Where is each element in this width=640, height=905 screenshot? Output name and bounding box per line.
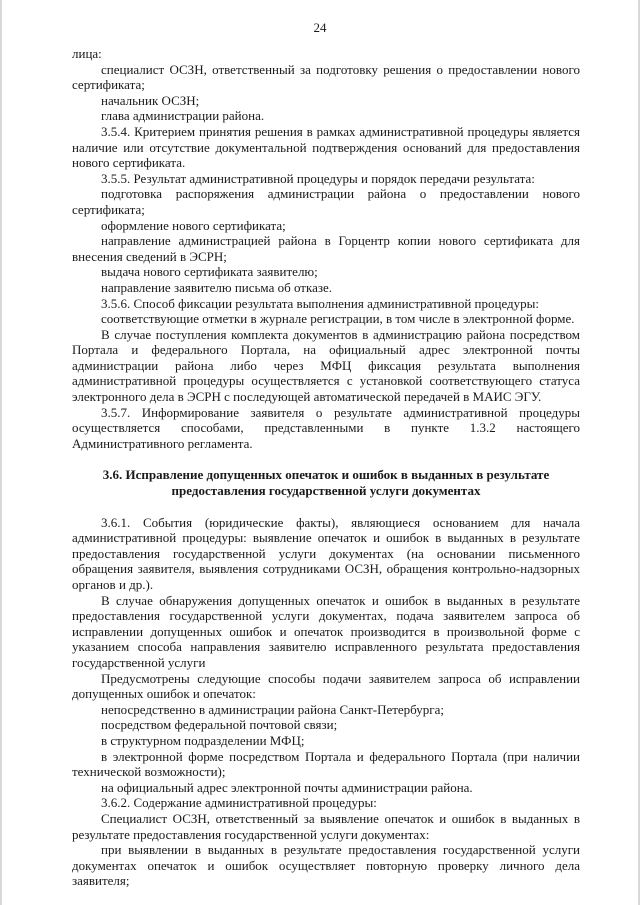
paragraph: специалист ОСЗН, ответственный за подготовку решения о предоставлении нового сертификата; [72, 61, 580, 93]
paragraph: 3.5.4. Критерием принятия решения в рамках административной процедуры является наличие или отсутствие документальной подтверждения оснований для предоставления нового сертификата. [72, 123, 580, 171]
paragraph: начальник ОСЗН; [101, 92, 200, 108]
paragraph: при выявлении в выданных в результате предоставления государственной услуги документах опечаток и ошибок осуществляет повторную проверку личного дела заявителя; [72, 842, 580, 889]
paragraph: 3.6.2. Содержание административной процедуры: [101, 795, 377, 811]
paragraph: глава администрации района. [101, 108, 265, 124]
document-body [72, 46, 580, 889]
paragraph: направление заявителю письма об отказе. [101, 279, 333, 295]
paragraph: оформление нового сертификата; [101, 217, 286, 233]
paragraph: в структурном подразделении МФЦ; [101, 732, 305, 748]
paragraph: выдача нового сертификата заявителю; [101, 264, 318, 280]
paragraph: В случае обнаружения допущенных опечаток и ошибок в выданных в результате предоставления государственной услуги документах, подача заявителем запроса об исправлении допущенных ошибок и опечаток производится в произвольной форме с указанием способа направления заявителю исправленного результата предоставления государственной услуги [72, 592, 580, 670]
section-heading: 3.6. Исправление допущенных опечаток и ошибок в выданных в результате предоставления государственной услуги документах [102, 467, 550, 499]
paragraph: 3.5.5. Результат административной процедуры и порядок передачи результата: [101, 170, 535, 186]
paragraph: 3.5.6. Способ фиксации результата выполнения административной процедуры: [101, 295, 540, 311]
paragraph: направление администрацией района в Горцентр копии нового сертификата для внесения сведений в ЭСРН; [72, 233, 580, 264]
paragraph: непосредственно в администрации района Санкт-Петербурга; [101, 701, 445, 717]
paragraph: 3.5.7. Информирование заявителя о результате административной процедуры осуществляется способами, представленными в пункте 1.3.2 настоящего Административного регламента. [72, 404, 580, 451]
paragraph: Предусмотрены следующие способы подачи заявителем запроса об исправлении допущенных ошибок и опечаток: [72, 670, 580, 702]
paragraph: подготовка распоряжения администрации района о предоставлении нового сертификата; [72, 186, 580, 217]
page-number: 24 [313, 20, 327, 35]
paragraph: 3.6.1. События (юридические факты), являющиеся основанием для начала административной процедуры: выявление опечаток и ошибок в выданных в результате предоставления государственной услуги документах (на основании письменного обращения заявителя, выявления сотрудниками ОСЗН, обращения контрольно-надзорных органов и др.). [72, 514, 580, 592]
paragraph: посредством федеральной почтовой связи; [101, 717, 338, 733]
paragraph: на официальный адрес электронной почты администрации района. [101, 779, 473, 795]
paragraph: В случае поступления комплекта документов в администрацию района посредством Портала и федерального Портала, на официальный адрес электронной почты администрации района либо через МФЦ фиксация результата выполнения административной процедуры осуществляется с установкой соответствующего статуса электронного дела в ЭСРН с последующей автоматической передачей в МАИС ЭГУ. [72, 326, 580, 405]
scan-edge-left [0, 0, 2, 905]
paragraph: лица: [72, 46, 102, 61]
paragraph: Специалист ОСЗН, ответственный за выявление опечаток и ошибок в выданных в результате предоставления государственной услуги документах: [72, 810, 580, 842]
paragraph: в электронной форме посредством Портала и федерального Портала (при наличии технической возможности); [72, 748, 580, 780]
paragraph: соответствующие отметки в журнале регистрации, в том числе в электронной форме. [101, 311, 575, 327]
